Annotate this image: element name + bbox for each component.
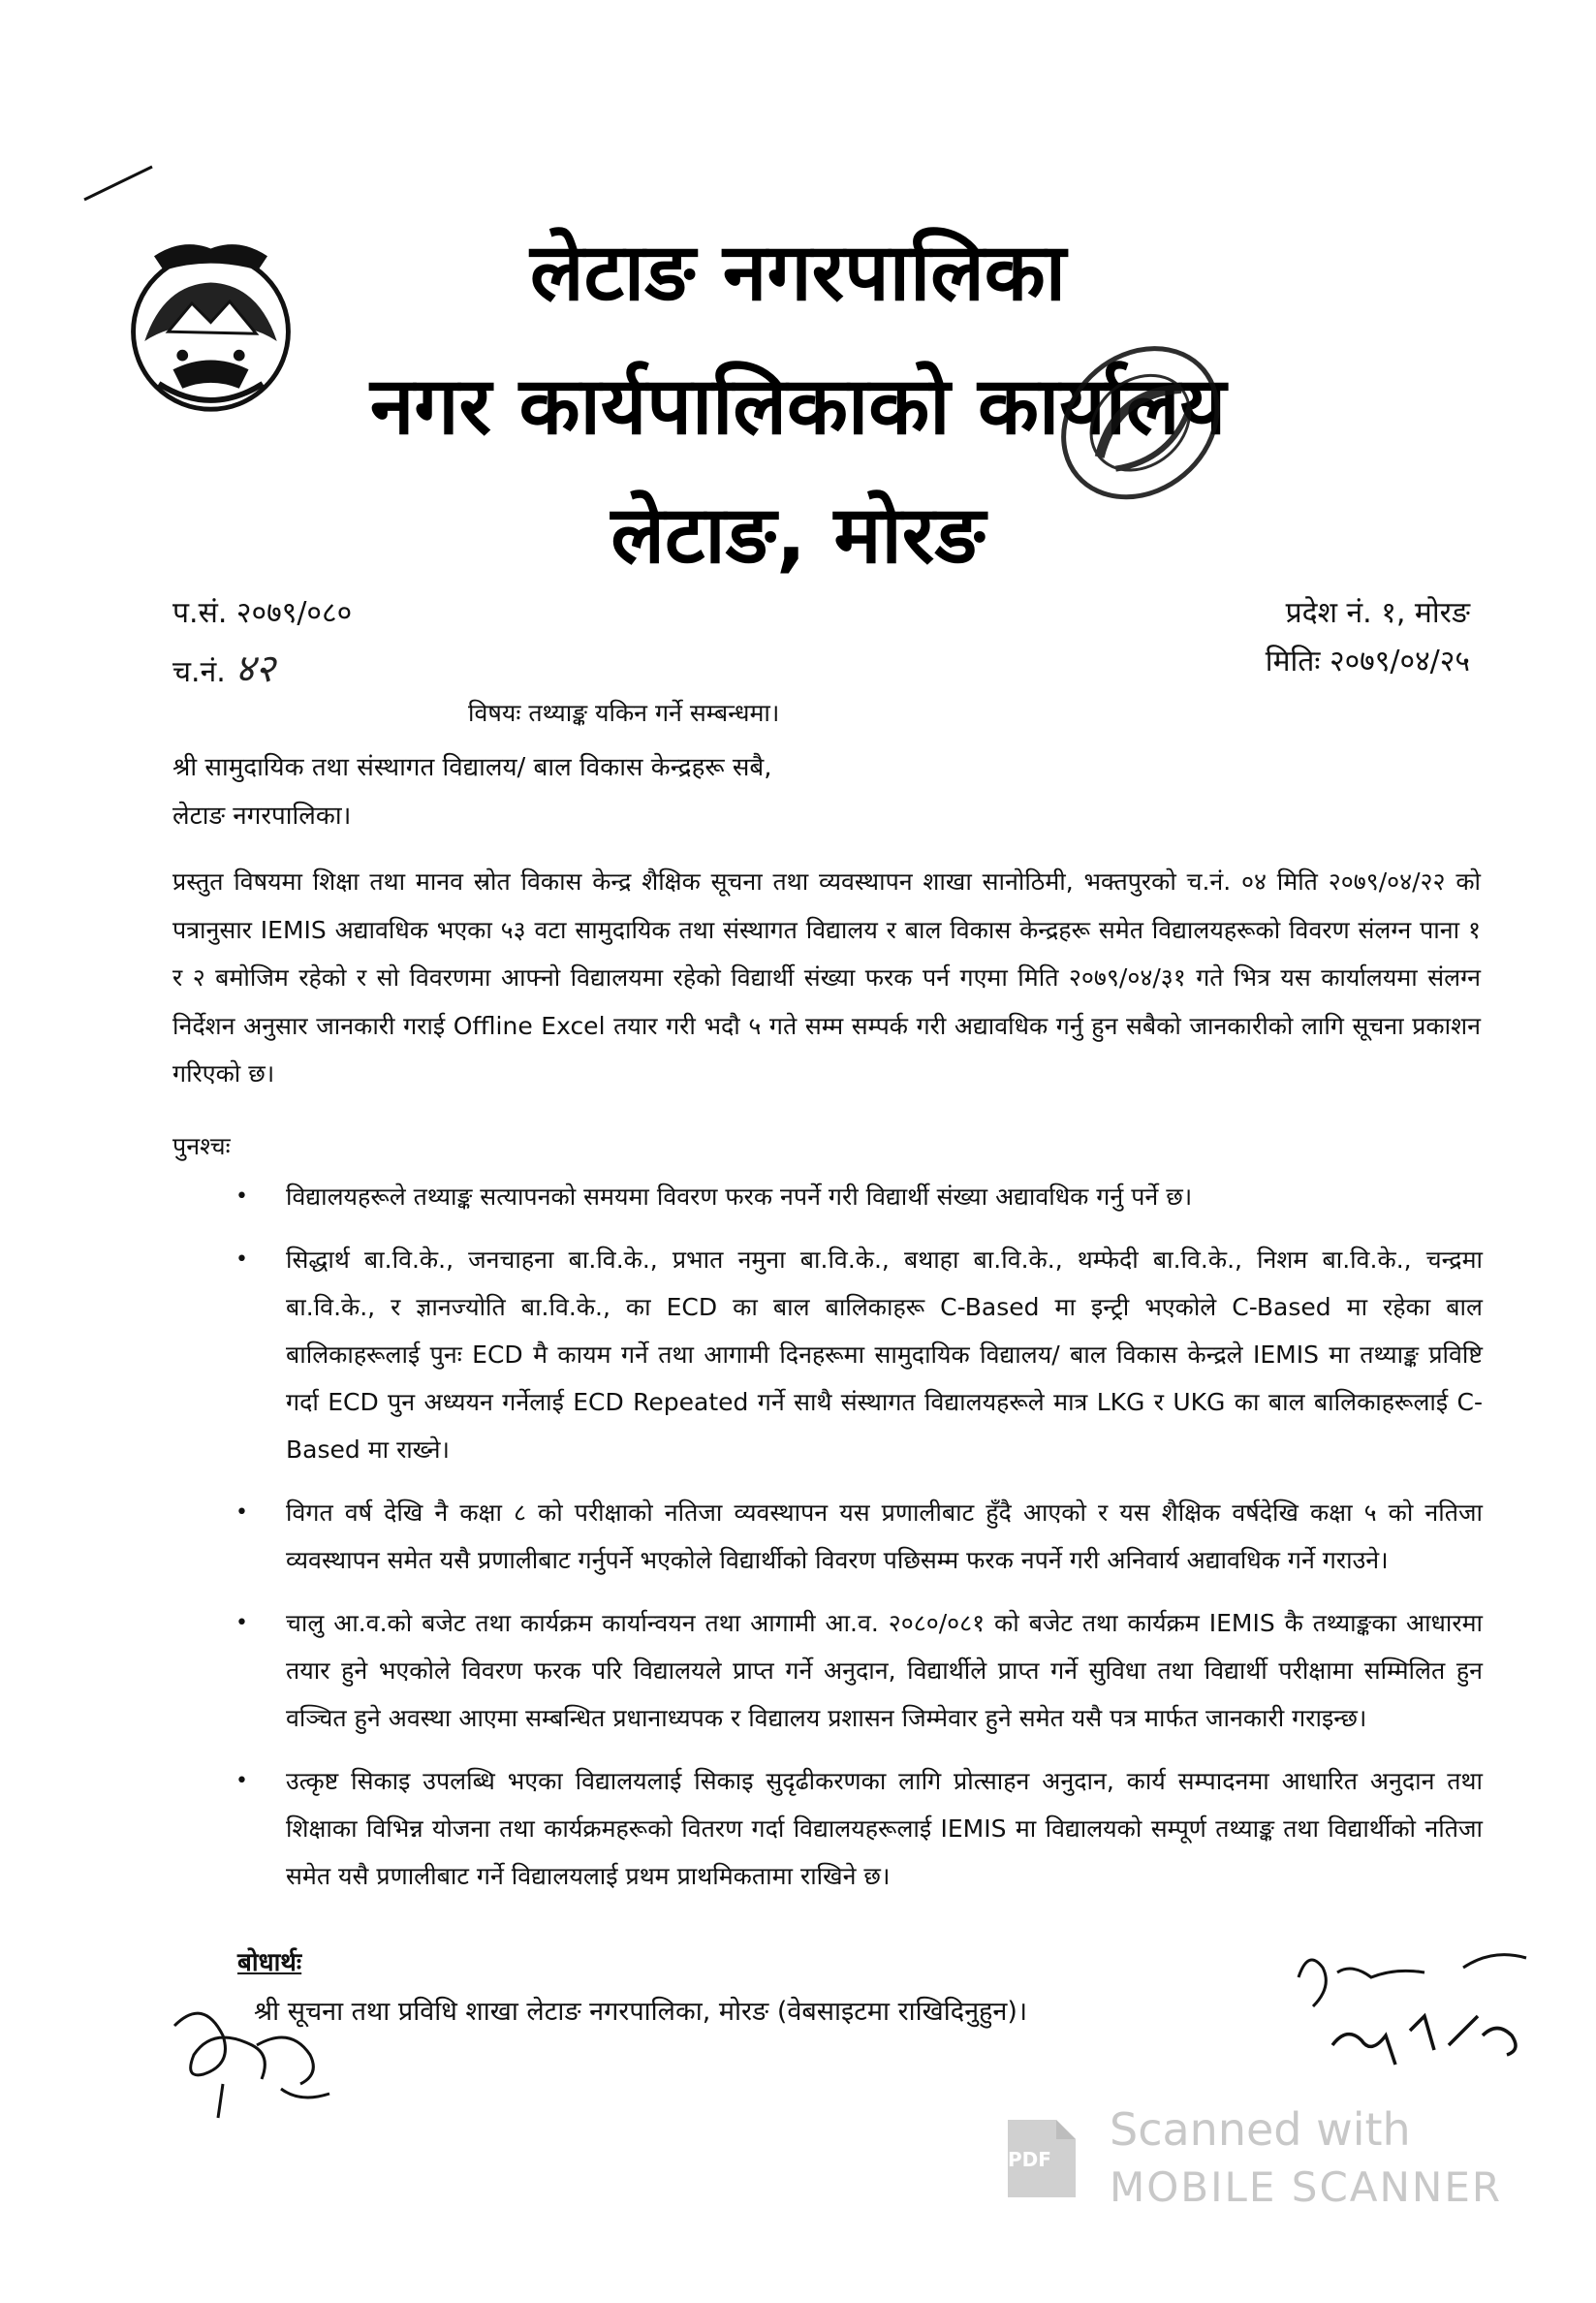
letter-date: मितिः २०७९/०४/२५ <box>1265 645 1470 678</box>
bullet-icon: • <box>235 1769 248 1793</box>
cc-label: बोधार्थः <box>237 1948 302 1977</box>
addressee-line-1: श्री सामुदायिक तथा संस्थागत विद्यालय/ बाल विकास केन्द्रहरू सबै, <box>172 753 772 782</box>
office-name: नगर कार्यपालिकाको कार्यालय <box>369 361 1227 453</box>
list-item: • उत्कृष्ट सिकाइ उपलब्धि भएका विद्यालयलाई सिकाइ सुदृढीकरणका लागि प्रोत्साहन अनुदान, कार्य सम्पादनमा आधारित अनुदान तथा शिक्षाका विभिन्न योजना तथा कार्यक्रमहरूको वितरण गर्दा विद्यालयहरूलाई IEMIS मा विद्यालयको सम्पूर्ण तथ्याङ्क तथा विद्यार्थीको नतिजा समेत यसै प्रणालीबाट गर्ने विद्यालयलाई प्रथम प्राथमिकतामा राखिने छ। <box>286 1757 1483 1900</box>
postscript-list <box>237 1173 1483 1915</box>
province-label: प्रदेश नं. १, मोरङ <box>1285 596 1470 630</box>
watermark-line-1: Scanned with <box>1110 2103 1411 2156</box>
office-location: लेटाङ, मोरङ <box>610 489 986 582</box>
postscript-label: पुनश्चः <box>172 1132 231 1160</box>
letter-subject: विषयः तथ्याङ्क यकिन गर्ने सम्बन्धमा। <box>468 699 780 727</box>
bullet-icon: • <box>235 1184 248 1209</box>
pen-stroke <box>82 163 155 202</box>
watermark-line-2: MOBILE SCANNER <box>1110 2163 1503 2211</box>
letter-body: प्रस्तुत विषयमा शिक्षा तथा मानव स्रोत विकास केन्द्र शैक्षिक सूचना तथा व्यवस्थापन शाखा सानोठिमी, भक्तपुरको च.नं. ०४ मिति २०७९/०४/२२ को पत्रानुसार IEMIS अद्यावधिक भएका ५३ वटा सामुदायिक तथा संस्थागत विद्यालय र बाल विकास केन्द्रहरू समेत विद्यालयहरूको विवरण संलग्न पाना १ र २ बमोजिम रहेको र सो विवरणमा आफ्नो विद्यालयमा रहेको विद्यार्थी संख्या फरक पर्न गएमा मिति २०७९/०४/३१ गते भित्र यस कार्यालयमा संलग्न निर्देशन अनुसार जानकारी गराई Offline Excel तयार गरी भदौ ५ गते सम्म सम्पर्क गरी अद्यावधिक गर्नु हुन सबैको जानकारीको लागि सूचना प्रकाशन गरिएको छ। <box>172 868 1481 1088</box>
bullet-icon: • <box>235 1247 248 1272</box>
org-name: लेटाङ नगरपालिका <box>529 227 1067 319</box>
chalani-label: च.नं. <box>172 655 226 689</box>
bullet-icon: • <box>235 1611 248 1635</box>
patra-sankhya: प.सं. २०७९/०८० <box>172 596 353 630</box>
list-item: • सिद्धार्थ बा.वि.के., जनचाहना बा.वि.के., प्रभात नमुना बा.वि.के., बथाहा बा.वि.के., थम्फेदी बा.वि.के., निशम बा.वि.के., चन्द्रमा बा.वि.के., र ज्ञानज्योति बा.वि.के., का ECD का बाल बालिकाहरू C-Based मा इन्ट्री भएकोले C-Based मा रहेका बाल बालिकाहरूलाई पुनः ECD मै कायम गर्ने तथा आगामी दिनहरूमा सामुदायिक विद्यालय/ बाल विकास केन्द्रले IEMIS मा तथ्याङ्क प्रविष्टि गर्दा ECD पुन अध्ययन गर्नेलाई ECD Repeated गर्ने साथै संस्थागत विद्यालयहरूले मात्र LKG र UKG का बाल बालिकाहरूलाई C-Based मा राख्ने। <box>286 1236 1483 1473</box>
cc-recipient: श्री सूचना तथा प्रविधि शाखा लेटाङ नगरपालिका, मोरङ (वेबसाइटमा राखिदिनुहुन)। <box>254 1997 1028 2027</box>
pdf-icon-label: PDF <box>1008 2148 1051 2171</box>
office-stamp-icon <box>1047 305 1236 548</box>
scanner-watermark <box>998 2103 1541 2220</box>
signature-right <box>1279 1939 1541 2074</box>
list-item: • विगत वर्ष देखि नै कक्षा ८ को परीक्षाको नतिजा व्यवस्थापन यस प्रणालीबाट हुँदै आएको र यस शैक्षिक वर्षदेखि कक्षा ५ को नतिजा व्यवस्थापन समेत यसै प्रणालीबाट गर्नुपर्ने भएकोले विद्यार्थीको विवरण पछिसम्म फरक नपर्ने गरी अनिवार्य अद्यावधिक गर्ने गराउने। <box>286 1489 1483 1584</box>
chalani-number: ४२ <box>235 647 275 691</box>
addressee-line-2: लेटाङ नगरपालिका। <box>172 802 352 831</box>
chalani-number-row <box>172 640 275 693</box>
list-item: • चालु आ.व.को बजेट तथा कार्यक्रम कार्यान्वयन तथा आगामी आ.व. २०८०/०८१ को बजेट तथा कार्यक्रम IEMIS कै तथ्याङ्कका आधारमा तयार हुने भएकोले विवरण फरक परि विद्यालयले प्राप्त गर्ने अनुदान, विद्यार्थीले प्राप्त गर्ने सुविधा तथा विद्यार्थी परीक्षामा सम्मिलित हुन वञ्चित हुने अवस्था आएमा सम्बन्धित प्रधानाध्यपक र विद्यालय प्रशासन जिम्मेवार हुने समेत यसै पत्र मार्फत जानकारी गराइन्छ। <box>286 1599 1483 1742</box>
signature-left <box>165 1987 349 2123</box>
bullet-icon: • <box>235 1500 248 1525</box>
list-item: • विद्यालयहरूले तथ्याङ्क सत्यापनको समयमा विवरण फरक नपर्ने गरी विद्यार्थी संख्या अद्यावधिक गर्नु पर्ने छ। <box>286 1173 1483 1220</box>
